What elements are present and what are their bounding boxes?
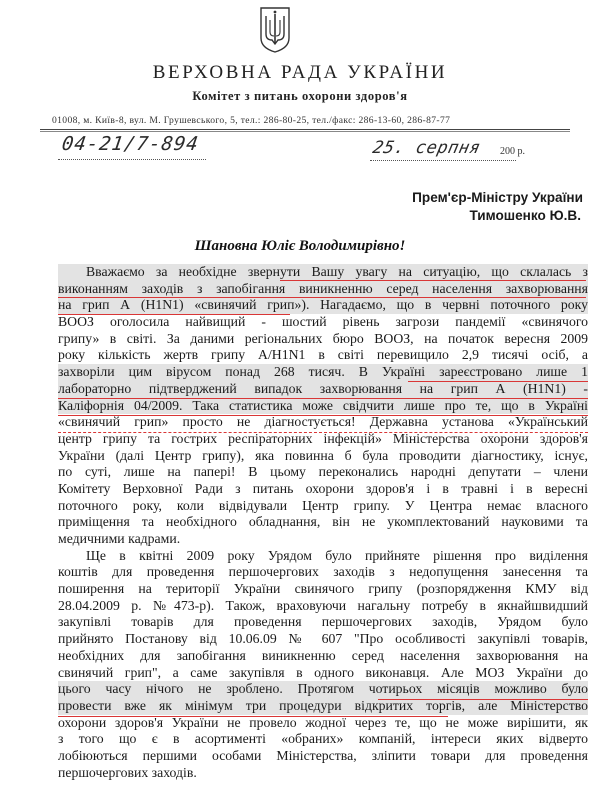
text-line: охорони здоров'я України не провело жодної через те, що не може вирішити, як bbox=[58, 714, 588, 730]
red-emphasis-underline bbox=[58, 297, 586, 298]
text-line: «свинячий грип» просто не діагностується! Державна установа «Український bbox=[58, 414, 588, 430]
text-line: поточного року, коли відвідували Центр грипу. У Центра немає власного bbox=[58, 497, 588, 513]
text-line: закупівлі товарів для проведення першочергових заходів, Урядом було bbox=[58, 614, 588, 630]
text-line: грипу» в світі. За даними регіональних бюро ВООЗ, на початок вересня 2009 bbox=[58, 330, 588, 346]
text-line: медичними кадрами. bbox=[58, 531, 181, 546]
text-line: поширення на території України свинячого грипу (розпорядження КМУ від bbox=[58, 581, 588, 597]
recipient-position: Прем'єр-Міністру України bbox=[412, 190, 583, 205]
paragraph-2 bbox=[58, 548, 588, 782]
red-emphasis-underline bbox=[58, 415, 588, 416]
text-line: лобіюються першими особами Міністерства, зліпити товари для проведення bbox=[58, 747, 588, 763]
trident-emblem-icon bbox=[258, 6, 292, 54]
text-line: першочергових заходів. bbox=[58, 764, 197, 780]
text-line: Каліфорнія 04/2009. Така статистика може свідчити лише про те, що в Україні bbox=[58, 397, 588, 413]
red-emphasis-underline bbox=[58, 314, 290, 315]
letter-date-underline bbox=[370, 160, 516, 161]
letter-date: 25. серпня bbox=[370, 138, 483, 158]
red-emphasis-underline bbox=[378, 699, 588, 700]
text-line: захворіли цим вірусом понад 268 тисяч. В Україні зареєстровано лише 1 bbox=[58, 364, 588, 380]
text-line: прийнято Постанову від 10.06.09 № 607 "Про особливості закупівлі товарів, bbox=[58, 631, 588, 647]
text-line: лабораторно підтверджений випадок захворювання на грип А (H1N1) - bbox=[58, 380, 588, 396]
text-line: 28.04.2009 р. №473-р). Також, враховуючи нагальну потребу в якнайшвидший bbox=[58, 597, 588, 613]
registration-number: 04-21/7-894 bbox=[60, 133, 201, 155]
paragraph-1 bbox=[58, 264, 588, 548]
committee-name: Комітет з питань охорони здоров'я bbox=[192, 89, 408, 103]
text-line: року кількість жертв грипу А/H1N1 в світі перевищило 2,9 тисячі осіб, а bbox=[58, 347, 588, 363]
text-line: Вважаємо за необхідне звернути Вашу увагу на ситуацію, що склалась з bbox=[58, 264, 588, 281]
red-emphasis-underline bbox=[58, 398, 588, 399]
text-line: України (далі Центр грипу), яка повинна б була проводити діагностику, існує, bbox=[58, 447, 588, 463]
text-line: ВООЗ оголосила найвищий - шостий рівень загрози пандемії «свинячого bbox=[58, 314, 588, 330]
header-rule bbox=[40, 129, 570, 130]
text-line: з того що є в асортименті «обраних» компаній, інтереси яких відверто bbox=[58, 731, 588, 747]
organization-title: ВЕРХОВНА РАДА УКРАЇНИ bbox=[152, 62, 448, 83]
text-line: необхідних для запобігання виникненню серед населення захворювання на bbox=[58, 647, 588, 663]
text-line: приміщення та необхідного обладнання, він не укомплектований науковими та bbox=[58, 514, 588, 530]
text-line: центр грипу та гострих респіраторних інфекцій» Міністерства охорони здоров'я bbox=[58, 430, 588, 446]
address-line: 01008, м. Київ-8, вул. М. Грушевського, 5, тел.: 286-80-25, тел./факс: 286-13-60, 286-87-77 bbox=[52, 115, 451, 126]
text-line: виконанням заходів з запобігання виникненню серед населення захворювання bbox=[58, 280, 588, 296]
text-line: цього часу нічого не зроблено. Протягом чотирьох місяців можливо було bbox=[58, 681, 588, 697]
letter-date-year: 200 р. bbox=[500, 146, 525, 157]
registration-number-underline bbox=[58, 159, 206, 160]
red-emphasis-underline bbox=[280, 280, 586, 281]
text-line: коштів для проведення першочергових заходів з недопущення занесення та bbox=[58, 564, 588, 580]
red-emphasis-underline bbox=[58, 716, 448, 717]
salutation: Шановна Юліє Володимирівно! bbox=[194, 238, 406, 254]
red-emphasis-underline bbox=[58, 432, 588, 433]
text-line: по суті, лише на папері! В цьому переконались народні депутати – члени bbox=[58, 464, 588, 480]
text-line: провести вже як мінімум три процедури відкритих торгів, але Міністерство bbox=[58, 697, 588, 713]
red-emphasis-underline bbox=[408, 381, 588, 382]
text-line: на грип А (H1N1) «свинячий грип»). Нагадаємо, що в червні поточного року bbox=[58, 297, 588, 313]
recipient-name: Тимошенко Ю.В. bbox=[469, 208, 581, 223]
text-line: свинячий грип", а саме закупівля в одного виконавця. Але МОЗ України до bbox=[58, 664, 588, 680]
letter-body bbox=[58, 264, 588, 781]
header-rule-secondary bbox=[40, 131, 570, 132]
text-line: Ще в квітні 2009 року Урядом було прийняте рішення про виділення bbox=[86, 547, 588, 563]
text-line: Комітету Верховної Ради з питань охорони здоров'я і в травні і в вересні bbox=[58, 480, 588, 496]
